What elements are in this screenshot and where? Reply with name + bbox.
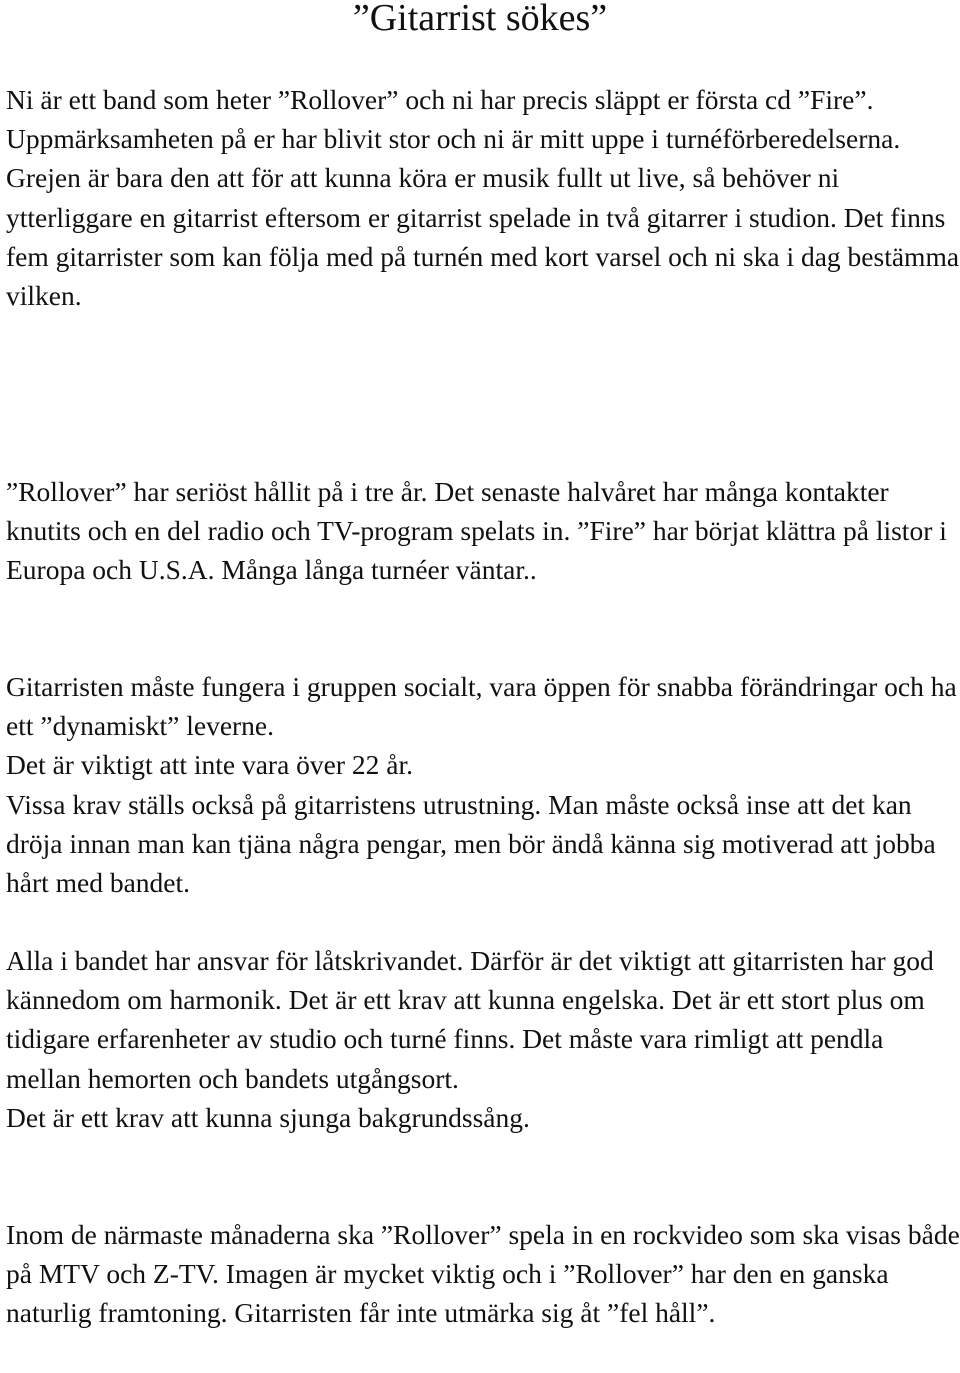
band-history-paragraph: ”Rollover” har seriöst hållit på i tre år. Det senaste halvåret har många kontakter knutits och en del radio och TV-program spelats in. ”Fire” har börjat klättra på listor i Europa och U.S.A. Många långa turnéer väntar.. [6,476,947,586]
backing-vocals-paragraph: Det är ett krav att kunna sjunga bakgrundssång. [6,1101,530,1133]
intro-section [6,80,960,315]
video-section [6,1215,960,1333]
equipment-requirement-paragraph: Vissa krav ställs också på gitarristens utrustning. Man måste också inse att det kan dröja innan man kan tjäna några pengar, men bör ändå känna sig motiverad att jobba hårt med bandet. [6,788,936,899]
video-paragraph: Inom de närmaste månaderna ska ”Rollover” spela in en rockvideo som ska visas både på MTV och Z-TV. Imagen är mycket viktig och i ”Rollover” har den en ganska naturlig framtoning. Gitarristen får inte utmärka sig åt ”fel håll”. [6,1219,960,1329]
songwriting-section [6,941,960,1137]
band-history-section [6,472,960,590]
age-requirement-paragraph: Det är viktigt att inte vara över 22 år. [6,749,414,781]
document-title: ”Gitarrist sökes” [352,0,608,39]
songwriting-paragraph: Alla i bandet har ansvar för låtskrivandet. Därför är det viktigt att gitarristen har god kännedom om harmonik. Det är ett krav att kunna engelska. Det är ett stort plus om tidigare erfarenheter av studio och turné finns. Det måste vara rimligt att pendla mellan hemorten och bandets utgångsort. [6,945,934,1094]
social-requirement-paragraph: Gitarristen måste fungera i gruppen socialt, vara öppen för snabba förändringar och ha ett ”dynamiskt” leverne. [6,671,957,742]
requirements-section [6,667,960,902]
intro-paragraph: Ni är ett band som heter ”Rollover” och ni har precis släppt er första cd ”Fire”. Uppmärksamheten på er har blivit stor och ni är mitt uppe i turnéförberedelserna. Grejen är bara den att för att kunna köra er musik fullt ut live, så behöver ni ytterliggare en gitarrist eftersom er gitarrist spelade in två gitarrer i studion. Det finns fem gitarrister som kan följa med på turnén med kort varsel och ni ska i dag bestämma vilken. [6,84,960,312]
